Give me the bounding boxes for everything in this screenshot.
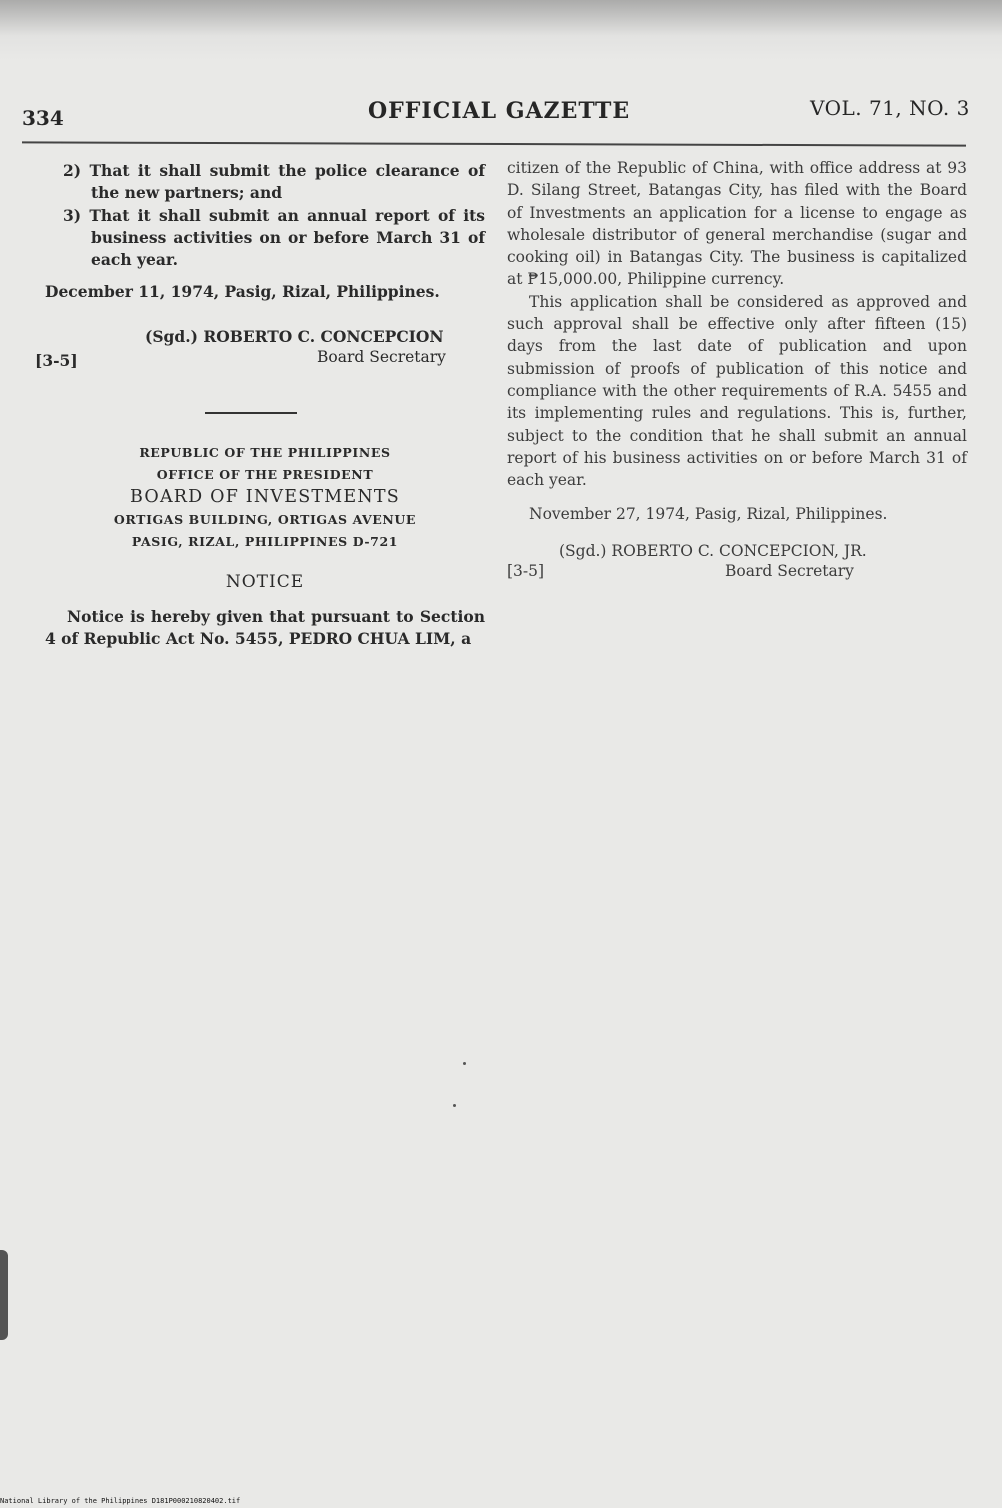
signatory-name: (Sgd.) ROBERTO C. CONCEPCION (145, 326, 444, 346)
notice-paragraph-1: citizen of the Republic of China, with office address at 93 D. Silang Street, Batangas City, has filed with the Board of Investments an application for a license to engage as wholesale distributor of general merchandise (sugar and cooking oil) in Batangas City. The business is capitalized at ₱15,000.00, Philippine currency. (507, 159, 967, 289)
publication-reference: [3-5] (35, 350, 78, 370)
signatory-name: (Sgd.) ROBERTO C. CONCEPCION, JR. (559, 541, 867, 560)
scan-shadow (0, 0, 1002, 60)
signature-block (35, 326, 485, 372)
agency-line-4: ORTIGAS BUILDING, ORTIGAS AVENUE (113, 511, 417, 527)
notice-paragraph-2: This application shall be considered as approved and such approval shall be effective only after fifteen (15) days from the last date of publication and upon submission of proofs of publication of this notice and compliance with the other requirements of R.A. 5455 and its implementing rules and regulations. This is, further, subject to the condition that he shall submit an annual report of his business activities on or before March 31 of each year. (507, 292, 967, 490)
left-column (35, 160, 485, 650)
agency-line-5: PASIG, RIZAL, PHILIPPINES D-721 (131, 533, 399, 549)
notice-opening: Notice is hereby given that pursuant to Section 4 of Republic Act No. 5455, PEDRO CHUA LIM, a (45, 606, 485, 648)
notice-heading: NOTICE (225, 572, 305, 593)
signatory-title: Board Secretary (317, 347, 446, 366)
publication-reference: [3-5] (507, 561, 545, 580)
volume-number: VOL. 71, NO. 3 (810, 96, 970, 120)
signatory-title: Board Secretary (725, 561, 854, 580)
scan-speck (463, 1062, 466, 1065)
publication-title: OFFICIAL GAZETTE (368, 98, 631, 124)
section-divider (205, 412, 297, 414)
agency-heading (45, 442, 485, 553)
agency-line-2: OFFICE OF THE PRESIDENT (156, 467, 374, 483)
agency-line-3: BOARD OF INVESTMENTS (130, 487, 400, 508)
header-rule (22, 141, 966, 146)
page-number: 334 (22, 106, 64, 130)
scan-speck (453, 1104, 456, 1107)
page-header (0, 92, 1002, 132)
scan-smudge (0, 1250, 8, 1340)
scan-footer: National Library of the Philippines D181P000210820402.tif (0, 1497, 241, 1505)
notice-date: December 11, 1974, Pasig, Rizal, Philippines. (45, 282, 440, 302)
condition-item-3: 3) That it shall submit an annual report of its business activities on or before March 31 of each year. (63, 205, 485, 270)
agency-line-1: REPUBLIC OF THE PHILIPPINES (139, 444, 391, 460)
right-column (507, 157, 967, 586)
condition-item-2: 2) That it shall submit the police clearance of the new partners; and (63, 161, 485, 203)
signature-block (507, 540, 967, 586)
notice-date: November 27, 1974, Pasig, Rizal, Philippines. (529, 505, 888, 524)
